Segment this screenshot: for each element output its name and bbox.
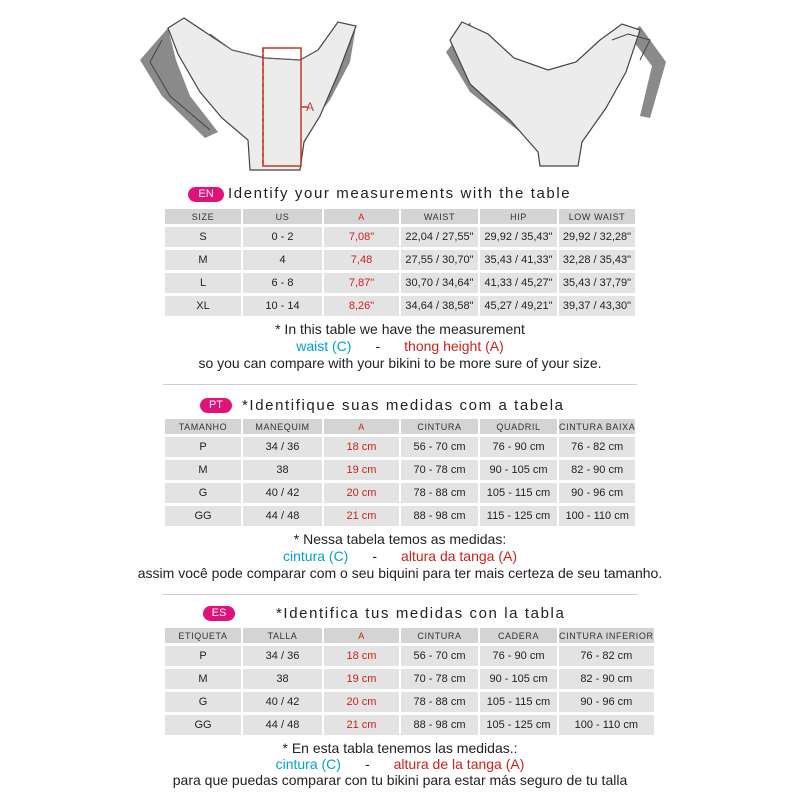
cell-etiqueta: G bbox=[165, 692, 241, 712]
size-table-en bbox=[163, 206, 637, 319]
size-table-es bbox=[163, 625, 656, 738]
col-header-cintura: CINTURA bbox=[401, 628, 478, 643]
thong-height-marker-label: A bbox=[306, 100, 315, 114]
note-line-3: assim você pode comparar com o seu biquini para ter mais certeza de seu tamanho. bbox=[137, 565, 663, 581]
note-line-1: * Nessa tabela temos as medidas: bbox=[293, 531, 507, 547]
cell-quadril: 76 - 90 cm bbox=[480, 437, 557, 457]
table-row bbox=[165, 296, 635, 316]
language-badge-en: EN bbox=[188, 187, 224, 202]
note-line-2 bbox=[0, 756, 800, 772]
col-header-us: US bbox=[243, 209, 322, 224]
table-header-row bbox=[165, 419, 635, 434]
table-row bbox=[165, 669, 654, 689]
section-title-row bbox=[0, 604, 800, 626]
cell-size: L bbox=[165, 273, 241, 293]
cell-manequim: 38 bbox=[243, 460, 322, 480]
cell-cadera: 90 - 105 cm bbox=[480, 669, 557, 689]
cell-tamanho: P bbox=[165, 437, 241, 457]
cell-size: XL bbox=[165, 296, 241, 316]
cell-cintura-baixa: 90 - 96 cm bbox=[559, 483, 635, 503]
cell-a: 20 cm bbox=[324, 483, 399, 503]
cell-cadera: 76 - 90 cm bbox=[480, 646, 557, 666]
cell-hip: 29,92 / 35,43" bbox=[480, 227, 557, 247]
cell-talla: 40 / 42 bbox=[243, 692, 322, 712]
col-header-a: A bbox=[324, 209, 399, 224]
note-altura-label: altura de la tanga (A) bbox=[393, 756, 525, 772]
col-header-cintura: CINTURA bbox=[401, 419, 478, 434]
cell-etiqueta: P bbox=[165, 646, 241, 666]
cell-a: 8,26" bbox=[324, 296, 399, 316]
col-header-a: A bbox=[324, 628, 399, 643]
cell-a: 7,48 bbox=[324, 250, 399, 270]
language-badge-pt: PT bbox=[200, 398, 232, 413]
table-row bbox=[165, 460, 635, 480]
cell-us: 4 bbox=[243, 250, 322, 270]
col-header-quadril: QUADRIL bbox=[480, 419, 557, 434]
cell-quadril: 115 - 125 cm bbox=[480, 506, 557, 526]
col-header-size: SIZE bbox=[165, 209, 241, 224]
cell-etiqueta: M bbox=[165, 669, 241, 689]
note-line-1: * En esta tabla tenemos las medidas.: bbox=[282, 740, 518, 756]
cell-cintura: 56 - 70 cm bbox=[401, 437, 478, 457]
cell-size: S bbox=[165, 227, 241, 247]
cell-cintura: 78 - 88 cm bbox=[401, 692, 478, 712]
table-row bbox=[165, 646, 654, 666]
cell-cintura-inferior: 82 - 90 cm bbox=[559, 669, 654, 689]
section-title: Identify your measurements with the table bbox=[228, 185, 572, 202]
cell-size: M bbox=[165, 250, 241, 270]
cell-low-waist: 32,28 / 35,43" bbox=[559, 250, 635, 270]
cell-waist: 22,04 / 27,55" bbox=[401, 227, 478, 247]
table-row bbox=[165, 715, 654, 735]
table-row bbox=[165, 692, 654, 712]
table-row bbox=[165, 273, 635, 293]
table-row bbox=[165, 483, 635, 503]
table-row bbox=[165, 437, 635, 457]
col-header-tamanho: TAMANHO bbox=[165, 419, 241, 434]
cell-tamanho: G bbox=[165, 483, 241, 503]
section-title: *Identifica tus medidas con la tabla bbox=[276, 605, 566, 622]
section-title: *Identifique suas medidas com a tabela bbox=[242, 397, 565, 414]
cell-quadril: 105 - 115 cm bbox=[480, 483, 557, 503]
cell-cintura: 88 - 98 cm bbox=[401, 715, 478, 735]
table-row bbox=[165, 227, 635, 247]
col-header-cintura-inferior: CINTURA INFERIOR bbox=[559, 628, 654, 643]
language-badge-es: ES bbox=[203, 606, 235, 621]
cell-hip: 45,27 / 49,21" bbox=[480, 296, 557, 316]
section-divider bbox=[163, 594, 637, 595]
cell-talla: 34 / 36 bbox=[243, 646, 322, 666]
note-line-1: * In this table we have the measurement bbox=[275, 321, 525, 337]
section-title-row bbox=[0, 396, 800, 418]
cell-tamanho: M bbox=[165, 460, 241, 480]
col-header-etiqueta: ETIQUETA bbox=[165, 628, 241, 643]
cell-tamanho: GG bbox=[165, 506, 241, 526]
cell-cadera: 105 - 125 cm bbox=[480, 715, 557, 735]
bikini-bottom-illustration bbox=[0, 0, 800, 180]
cell-low-waist: 39,37 / 43,30" bbox=[559, 296, 635, 316]
cell-cintura: 70 - 78 cm bbox=[401, 460, 478, 480]
cell-a: 7,87" bbox=[324, 273, 399, 293]
note-altura-label: altura da tanga (A) bbox=[401, 548, 517, 564]
cell-cintura-baixa: 76 - 82 cm bbox=[559, 437, 635, 457]
cell-a: 20 cm bbox=[324, 692, 399, 712]
note-cintura-label: cintura (C) bbox=[283, 548, 349, 564]
cell-us: 0 - 2 bbox=[243, 227, 322, 247]
note-dash: - bbox=[375, 338, 381, 354]
cell-waist: 34,64 / 38,58" bbox=[401, 296, 478, 316]
cell-cintura-baixa: 100 - 110 cm bbox=[559, 506, 635, 526]
cell-cintura-inferior: 90 - 96 cm bbox=[559, 692, 654, 712]
cell-quadril: 90 - 105 cm bbox=[480, 460, 557, 480]
col-header-cintura-baixa: CINTURA BAIXA bbox=[559, 419, 635, 434]
back-view-drawing bbox=[446, 22, 666, 166]
section-divider bbox=[163, 384, 637, 385]
front-view-drawing bbox=[140, 18, 356, 170]
cell-talla: 44 / 48 bbox=[243, 715, 322, 735]
cell-a: 7,08" bbox=[324, 227, 399, 247]
section-title-row bbox=[0, 184, 800, 206]
col-header-a: A bbox=[324, 419, 399, 434]
col-header-waist: WAIST bbox=[401, 209, 478, 224]
col-header-cadera: CADERA bbox=[480, 628, 557, 643]
size-table-pt bbox=[163, 416, 637, 529]
table-header-row bbox=[165, 628, 654, 643]
col-header-manequim: MANEQUIM bbox=[243, 419, 322, 434]
cell-manequim: 34 / 36 bbox=[243, 437, 322, 457]
note-line-2 bbox=[0, 338, 800, 354]
cell-hip: 41,33 / 45,27" bbox=[480, 273, 557, 293]
cell-waist: 27,55 / 30,70" bbox=[401, 250, 478, 270]
cell-low-waist: 35,43 / 37,79" bbox=[559, 273, 635, 293]
cell-a: 21 cm bbox=[324, 506, 399, 526]
cell-manequim: 40 / 42 bbox=[243, 483, 322, 503]
cell-cintura: 78 - 88 cm bbox=[401, 483, 478, 503]
col-header-talla: TALLA bbox=[243, 628, 322, 643]
note-cintura-label: cintura (C) bbox=[275, 756, 341, 772]
cell-manequim: 44 / 48 bbox=[243, 506, 322, 526]
note-line-2 bbox=[0, 548, 800, 564]
table-row bbox=[165, 250, 635, 270]
note-dash: - bbox=[372, 548, 378, 564]
cell-a: 19 cm bbox=[324, 669, 399, 689]
cell-hip: 35,43 / 41,33" bbox=[480, 250, 557, 270]
note-dash: - bbox=[364, 756, 370, 772]
cell-cintura: 88 - 98 cm bbox=[401, 506, 478, 526]
table-header-row bbox=[165, 209, 635, 224]
cell-cintura-inferior: 100 - 110 cm bbox=[559, 715, 654, 735]
note-line-3: so you can compare with your bikini to be more sure of your size. bbox=[198, 355, 602, 371]
cell-a: 21 cm bbox=[324, 715, 399, 735]
note-line-3: para que puedas comparar con tu bikini para estar más seguro de tu talla bbox=[172, 772, 628, 788]
cell-cintura: 70 - 78 cm bbox=[401, 669, 478, 689]
bikini-diagram bbox=[0, 0, 800, 180]
cell-cintura: 56 - 70 cm bbox=[401, 646, 478, 666]
table-row bbox=[165, 506, 635, 526]
cell-a: 18 cm bbox=[324, 437, 399, 457]
cell-cintura-inferior: 76 - 82 cm bbox=[559, 646, 654, 666]
cell-a: 18 cm bbox=[324, 646, 399, 666]
col-header-hip: HIP bbox=[480, 209, 557, 224]
cell-us: 10 - 14 bbox=[243, 296, 322, 316]
note-waist-label: waist (C) bbox=[296, 338, 352, 354]
cell-a: 19 cm bbox=[324, 460, 399, 480]
note-thong-height-label: thong height (A) bbox=[404, 338, 504, 354]
col-header-low-waist: LOW WAIST bbox=[559, 209, 635, 224]
cell-etiqueta: GG bbox=[165, 715, 241, 735]
cell-cadera: 105 - 115 cm bbox=[480, 692, 557, 712]
cell-low-waist: 29,92 / 32,28" bbox=[559, 227, 635, 247]
cell-talla: 38 bbox=[243, 669, 322, 689]
cell-us: 6 - 8 bbox=[243, 273, 322, 293]
cell-cintura-baixa: 82 - 90 cm bbox=[559, 460, 635, 480]
cell-waist: 30,70 / 34,64" bbox=[401, 273, 478, 293]
